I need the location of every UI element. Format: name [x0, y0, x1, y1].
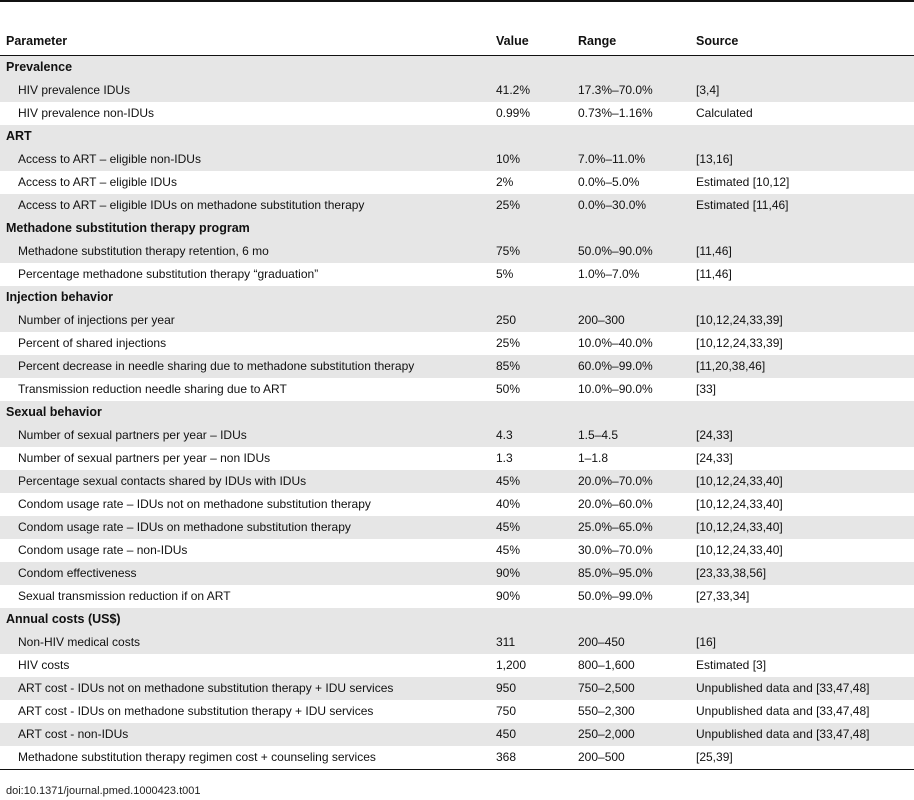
table-row — [0, 562, 914, 585]
cell-parameter: Number of sexual partners per year – IDUs — [0, 424, 490, 447]
section-row — [0, 401, 914, 424]
cell-value: 2% — [496, 175, 514, 189]
table-row — [0, 79, 914, 102]
cell-range: 1.0%–7.0% — [578, 267, 640, 281]
cell-parameter: Percentage sexual contacts shared by IDUs with IDUs — [0, 470, 490, 493]
cell-source: [11,46] — [690, 240, 914, 263]
table-row — [0, 493, 914, 516]
cell-range: 0.73%–1.16% — [578, 106, 653, 120]
table-row — [0, 447, 914, 470]
cell-range: 10.0%–90.0% — [578, 382, 653, 396]
cell-value: 25% — [490, 194, 572, 217]
cell-value: 4.3 — [490, 424, 572, 447]
table-row — [0, 171, 914, 194]
cell-source: [3,4] — [690, 79, 914, 102]
table-row — [0, 539, 914, 562]
cell-value: 368 — [490, 746, 572, 770]
table-row — [0, 677, 914, 700]
cell-source: Unpublished data and [33,47,48] — [696, 704, 870, 718]
cell-range: 30.0%–70.0% — [578, 543, 653, 557]
cell-source: [13,16] — [690, 148, 914, 171]
cell-parameter: Number of sexual partners per year – non IDUs — [18, 451, 271, 465]
table-header-row — [0, 28, 914, 55]
cell-value: 10% — [490, 148, 572, 171]
cell-source: [10,12,24,33,40] — [696, 543, 783, 557]
cell-value: 90% — [490, 562, 572, 585]
cell-source: Estimated [11,46] — [690, 194, 914, 217]
section-row — [0, 217, 914, 240]
cell-value: 1,200 — [496, 658, 527, 672]
cell-value: 45% — [490, 516, 572, 539]
cell-range: 17.3%–70.0% — [572, 79, 690, 102]
cell-value: 0.99% — [496, 106, 531, 120]
cell-source: Unpublished data and [33,47,48] — [690, 723, 914, 746]
cell-parameter: ART cost - IDUs on methadone substitution therapy + IDU services — [18, 704, 374, 718]
section-label: Sexual behavior — [0, 401, 914, 424]
cell-source: Estimated [10,12] — [696, 175, 790, 189]
cell-parameter: Number of injections per year — [0, 309, 490, 332]
cell-value: 75% — [490, 240, 572, 263]
cell-parameter: Percentage methadone substitution therapy “graduation” — [18, 267, 319, 281]
cell-source: [10,12,24,33,39] — [690, 309, 914, 332]
cell-range: 85.0%–95.0% — [572, 562, 690, 585]
table-row — [0, 424, 914, 447]
cell-source: Unpublished data and [33,47,48] — [690, 677, 914, 700]
section-row — [0, 286, 914, 309]
cell-value: 50% — [496, 382, 521, 396]
cell-value: 85% — [490, 355, 572, 378]
table-row — [0, 194, 914, 217]
cell-range: 250–2,000 — [572, 723, 690, 746]
cell-source: [33] — [696, 382, 717, 396]
cell-source: [11,46] — [696, 267, 732, 281]
cell-range: 10.0%–40.0% — [578, 336, 653, 350]
cell-range: 550–2,300 — [578, 704, 635, 718]
cell-range: 200–300 — [572, 309, 690, 332]
cell-range: 1–1.8 — [578, 451, 609, 465]
cell-parameter: Condom usage rate – IDUs not on methadone substitution therapy — [18, 497, 371, 511]
cell-source: [27,33,34] — [696, 589, 750, 603]
cell-source: [10,12,24,33,40] — [690, 470, 914, 493]
cell-parameter: Access to ART – eligible IDUs — [18, 175, 177, 189]
cell-parameter: HIV costs — [18, 658, 70, 672]
cell-parameter: Percent of shared injections — [18, 336, 167, 350]
table-row — [0, 585, 914, 608]
cell-source: Calculated — [696, 106, 753, 120]
section-row — [0, 55, 914, 79]
section-label: Methadone substitution therapy program — [0, 217, 914, 240]
cell-range: 200–500 — [572, 746, 690, 770]
table-row — [0, 332, 914, 355]
table-row — [0, 654, 914, 677]
section-label: Injection behavior — [0, 286, 914, 309]
table-row — [0, 516, 914, 539]
cell-value: 45% — [496, 543, 521, 557]
table-row — [0, 148, 914, 171]
cell-value: 41.2% — [490, 79, 572, 102]
cell-value: 90% — [496, 589, 521, 603]
cell-range: 1.5–4.5 — [572, 424, 690, 447]
cell-source: [24,33] — [690, 424, 914, 447]
cell-source: [16] — [690, 631, 914, 654]
cell-parameter: Sexual transmission reduction if on ART — [18, 589, 231, 603]
doi-caption: doi:10.1371/journal.pmed.1000423.t001 — [6, 785, 201, 797]
section-label: ART — [0, 125, 914, 148]
cell-source: [10,12,24,33,39] — [696, 336, 783, 350]
top-rule — [0, 0, 914, 2]
cell-source: [23,33,38,56] — [690, 562, 914, 585]
header-range: Range — [572, 28, 690, 55]
cell-value: 45% — [490, 470, 572, 493]
cell-range: 0.0%–30.0% — [572, 194, 690, 217]
section-label: Annual costs (US$) — [0, 608, 914, 631]
cell-parameter: ART cost - IDUs not on methadone substitution therapy + IDU services — [0, 677, 490, 700]
section-label: Prevalence — [0, 55, 914, 79]
table-row — [0, 723, 914, 746]
cell-parameter: Non-HIV medical costs — [0, 631, 490, 654]
table-row — [0, 470, 914, 493]
cell-source: Estimated [3] — [696, 658, 767, 672]
cell-parameter: Transmission reduction needle sharing due to ART — [18, 382, 287, 396]
table-row — [0, 746, 914, 770]
header-parameter: Parameter — [0, 28, 490, 55]
cell-range: 20.0%–70.0% — [572, 470, 690, 493]
table-row — [0, 355, 914, 378]
cell-range: 60.0%–99.0% — [572, 355, 690, 378]
header-source: Source — [690, 28, 914, 55]
table-row — [0, 240, 914, 263]
cell-source: [10,12,24,33,40] — [696, 497, 783, 511]
table-row — [0, 700, 914, 723]
cell-value: 750 — [496, 704, 517, 718]
cell-value: 25% — [496, 336, 521, 350]
section-row — [0, 125, 914, 148]
cell-value: 5% — [496, 267, 514, 281]
header-value: Value — [490, 28, 572, 55]
table-row — [0, 631, 914, 654]
cell-value: 311 — [490, 631, 572, 654]
cell-range: 7.0%–11.0% — [572, 148, 690, 171]
cell-parameter: Condom effectiveness — [0, 562, 490, 585]
cell-source: [10,12,24,33,40] — [690, 516, 914, 539]
cell-parameter: ART cost - non-IDUs — [0, 723, 490, 746]
cell-parameter: Condom usage rate – IDUs on methadone substitution therapy — [0, 516, 490, 539]
section-row — [0, 608, 914, 631]
cell-parameter: Condom usage rate – non-IDUs — [18, 543, 188, 557]
cell-range: 20.0%–60.0% — [578, 497, 653, 511]
cell-parameter: Access to ART – eligible non-IDUs — [0, 148, 490, 171]
cell-source: [11,20,38,46] — [690, 355, 914, 378]
table-body — [0, 55, 914, 769]
cell-range: 800–1,600 — [578, 658, 635, 672]
table-row — [0, 102, 914, 125]
cell-value: 250 — [490, 309, 572, 332]
cell-parameter: Access to ART – eligible IDUs on methadone substitution therapy — [0, 194, 490, 217]
cell-range: 200–450 — [572, 631, 690, 654]
cell-source: [25,39] — [690, 746, 914, 770]
cell-parameter: HIV prevalence IDUs — [0, 79, 490, 102]
cell-range: 0.0%–5.0% — [578, 175, 640, 189]
cell-value: 450 — [490, 723, 572, 746]
table-row — [0, 309, 914, 332]
cell-value: 40% — [496, 497, 521, 511]
cell-value: 1.3 — [496, 451, 513, 465]
cell-parameter: HIV prevalence non-IDUs — [18, 106, 155, 120]
cell-value: 950 — [490, 677, 572, 700]
cell-range: 25.0%–65.0% — [572, 516, 690, 539]
table-row — [0, 378, 914, 401]
cell-source: [24,33] — [696, 451, 733, 465]
cell-parameter: Methadone substitution therapy retention, 6 mo — [0, 240, 490, 263]
table-row — [0, 263, 914, 286]
cell-parameter: Methadone substitution therapy regimen cost + counseling services — [0, 746, 490, 770]
cell-range: 50.0%–90.0% — [572, 240, 690, 263]
parameters-table — [0, 28, 914, 770]
cell-parameter: Percent decrease in needle sharing due to methadone substitution therapy — [0, 355, 490, 378]
cell-range: 750–2,500 — [572, 677, 690, 700]
cell-range: 50.0%–99.0% — [578, 589, 653, 603]
